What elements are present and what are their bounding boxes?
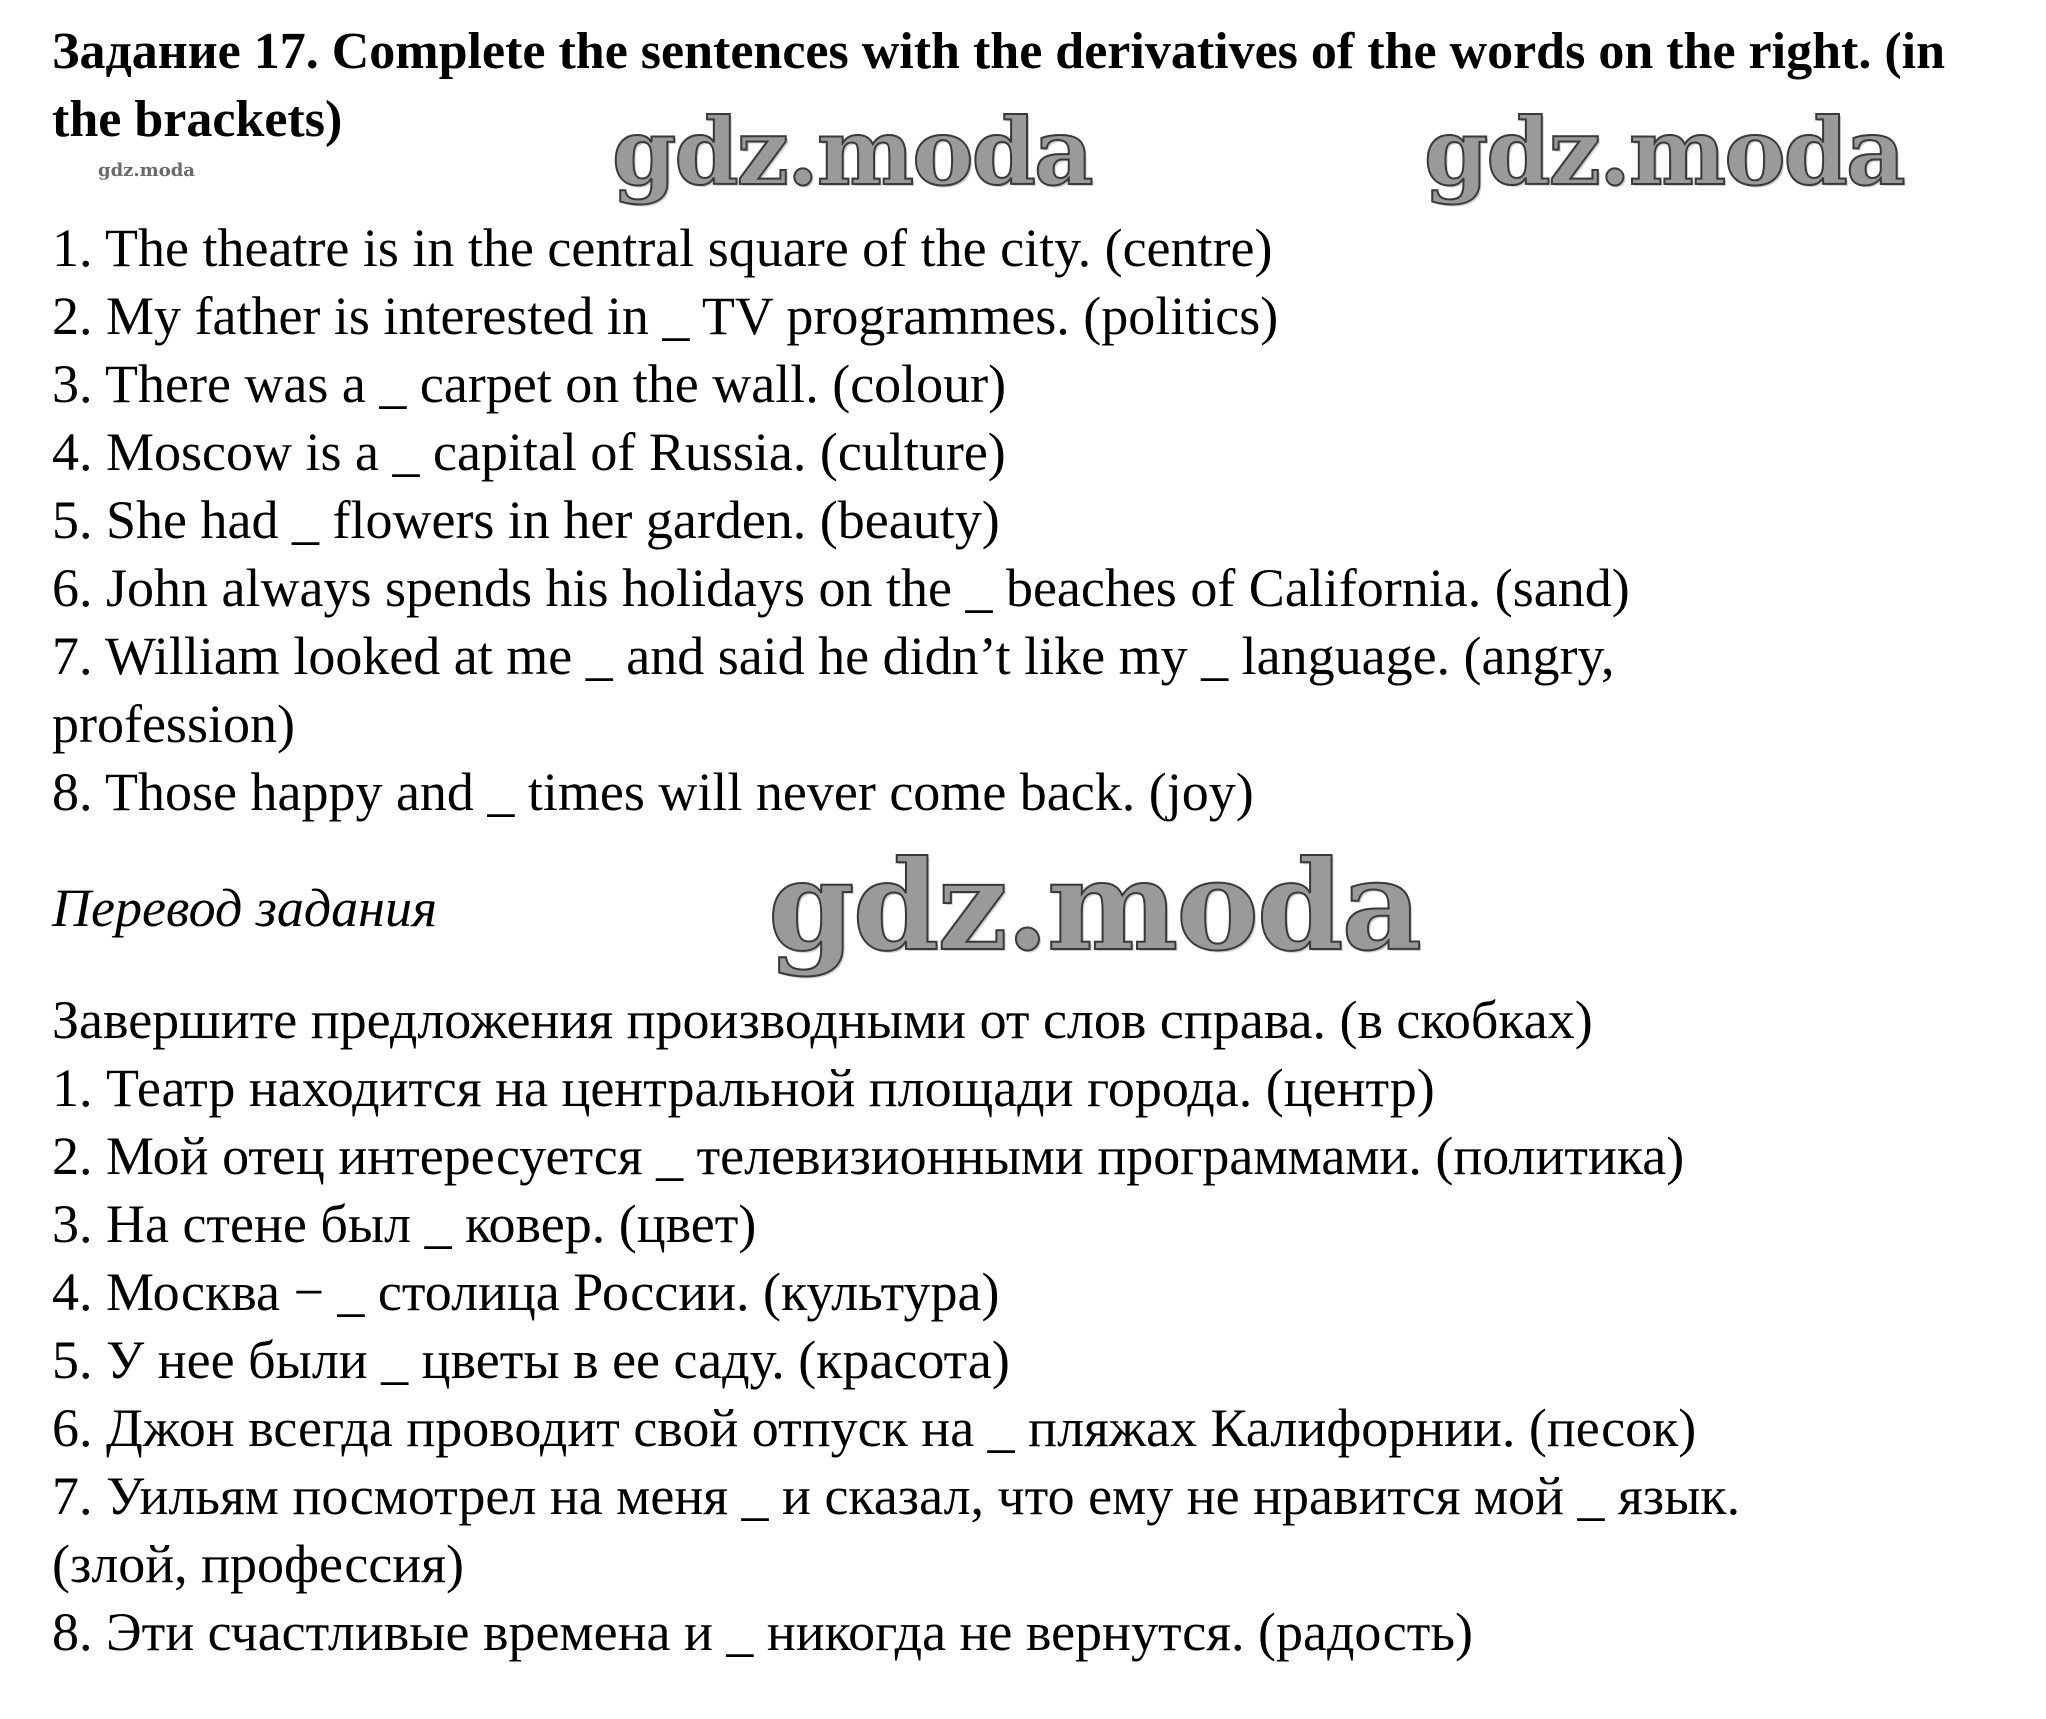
russian-sentence-7-continued: (злой, профессия): [52, 1534, 465, 1594]
russian-sentence-4: 4. Москва − _ столица России. (культура): [52, 1262, 1000, 1322]
watermark-middle: gdz.moda: [768, 834, 1420, 979]
russian-sentence-6: 6. Джон всегда проводит свой отпуск на _ пляжах Калифорнии. (песок): [52, 1398, 1697, 1458]
english-sentence-7-continued: profession): [52, 694, 295, 754]
russian-sentence-1: 1. Театр находится на центральной площади города. (центр): [52, 1058, 1435, 1118]
english-sentence-2: 2. My father is interested in _ TV programmes. (politics): [52, 286, 1279, 346]
english-sentence-4: 4. Moscow is a _ capital of Russia. (culture): [52, 422, 1006, 482]
english-sentence-3: 3. There was a _ carpet on the wall. (colour): [52, 354, 1007, 414]
english-sentence-7: 7. William looked at me _ and said he didn’t like my _ language. (angry,: [52, 626, 1615, 686]
task-title: Задание 17. Complete the sentences with the derivatives of the words on the right. (in the brackets): [52, 23, 1945, 148]
english-sentence-6: 6. John always spends his holidays on the _ beaches of California. (sand): [52, 558, 1630, 618]
watermark-top-left: gdz.moda: [612, 98, 1092, 206]
watermark-top-right: gdz.moda: [1424, 98, 1904, 206]
russian-sentence-3: 3. На стене был _ ковер. (цвет): [52, 1194, 757, 1254]
english-sentence-5: 5. She had _ flowers in her garden. (beauty): [52, 490, 1000, 550]
russian-sentence-2: 2. Мой отец интересуется _ телевизионными программами. (политика): [52, 1126, 1685, 1186]
russian-sentence-5: 5. У нее были _ цветы в ее саду. (красота): [52, 1330, 1010, 1390]
russian-sentence-8: 8. Эти счастливые времена и _ никогда не вернутся. (радость): [52, 1602, 1473, 1662]
english-sentence-1: 1. The theatre is in the central square of the city. (centre): [52, 218, 1273, 278]
translation-heading: Перевод задания: [52, 878, 438, 938]
watermark-small: gdz.moda: [98, 160, 195, 181]
english-sentence-8: 8. Those happy and _ times will never come back. (joy): [52, 762, 1254, 822]
russian-sentence-7: 7. Уильям посмотрел на меня _ и сказал, что ему не нравится мой _ язык.: [52, 1466, 1741, 1526]
russian-instruction: Завершите предложения производными от слов справа. (в скобках): [52, 990, 1593, 1050]
